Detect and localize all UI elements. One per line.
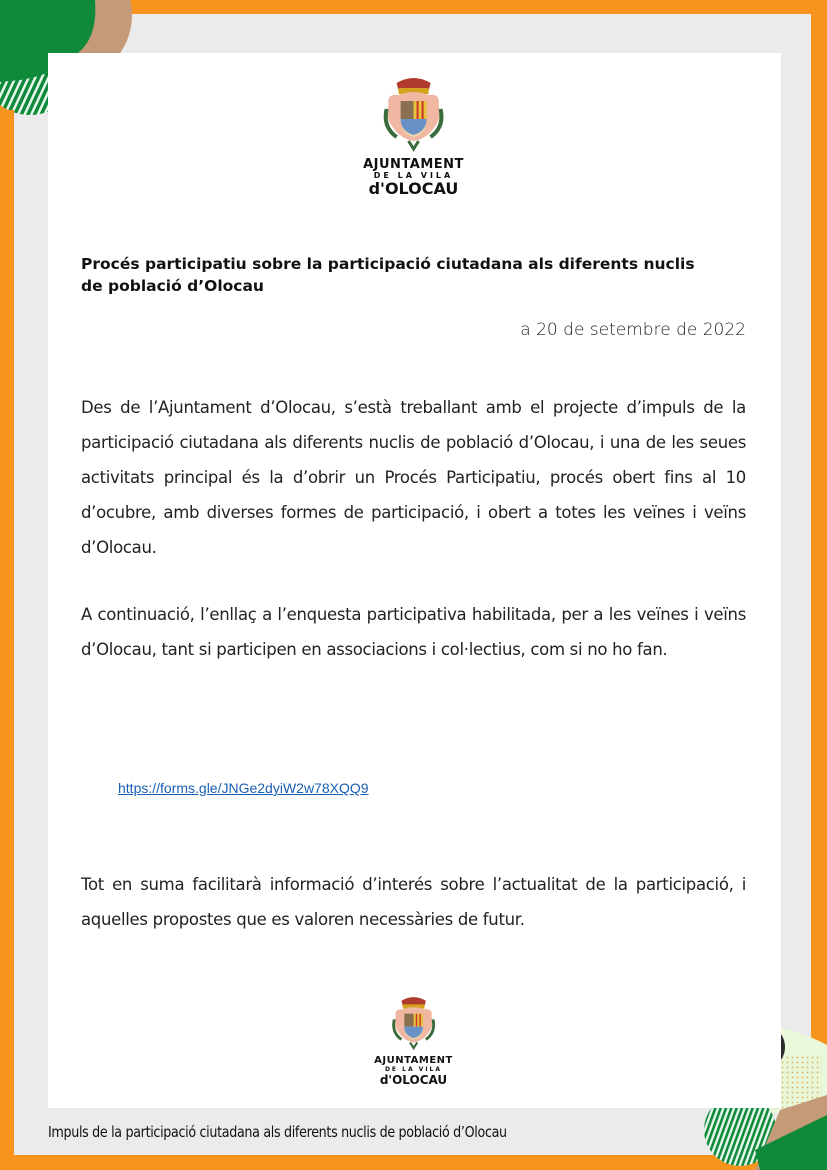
paragraph-closing: Tot en suma facilitarà informació d’interés sobre l’actualitat de la participació, i aquelles propostes que es valoren necessàries de futur. (81, 875, 746, 929)
logo-line-2: DE LA VILA (384, 1066, 443, 1073)
coat-of-arms-icon (390, 995, 438, 1051)
coat-of-arms-icon (382, 75, 444, 153)
paragraph-intro: Des de l’Ajuntament d’Olocau, s’està treballant amb el projecte d’impuls de la participació ciutadana als diferents nuclis de població d’Olocau, i una de les seues activitats principal és la d’obrir un Procés Participatiu, procés obert fins al 10 d’ocubre, amb diverses formes de participació, i obert a totes les veïnes i veïns d’Olocau. (81, 398, 746, 557)
logo-line-1: AJUNTAMENT (374, 1055, 453, 1066)
logo-line-2: DE LA VILA (373, 171, 454, 180)
logo-line-3: d'OLOCAU (368, 179, 459, 198)
paragraph-link-intro: A continuació, l’enllaç a l’enquesta participativa habilitada, per a les veïnes i veïns d’Olocau, tant si participen en associacions i col·lectius, com si no ho fan. (81, 605, 746, 659)
document-page (48, 53, 781, 1108)
document-date: a 20 de setembre de 2022 (520, 320, 746, 340)
survey-link[interactable]: https://forms.gle/JNGe2dyiW2w78XQQ9 (118, 780, 369, 796)
document-title: Procés participatiu sobre la participació ciutadana als diferents nuclis de població d’Olocau (81, 255, 695, 295)
logo-line-3: d'OLOCAU (379, 1073, 448, 1087)
footer-logo (374, 995, 453, 1086)
logo-line-1: AJUNTAMENT (363, 157, 464, 172)
footer-caption: Impuls de la participació ciutadana als diferents nuclis de població d’Olocau (48, 1123, 507, 1141)
header-logo (363, 75, 464, 197)
